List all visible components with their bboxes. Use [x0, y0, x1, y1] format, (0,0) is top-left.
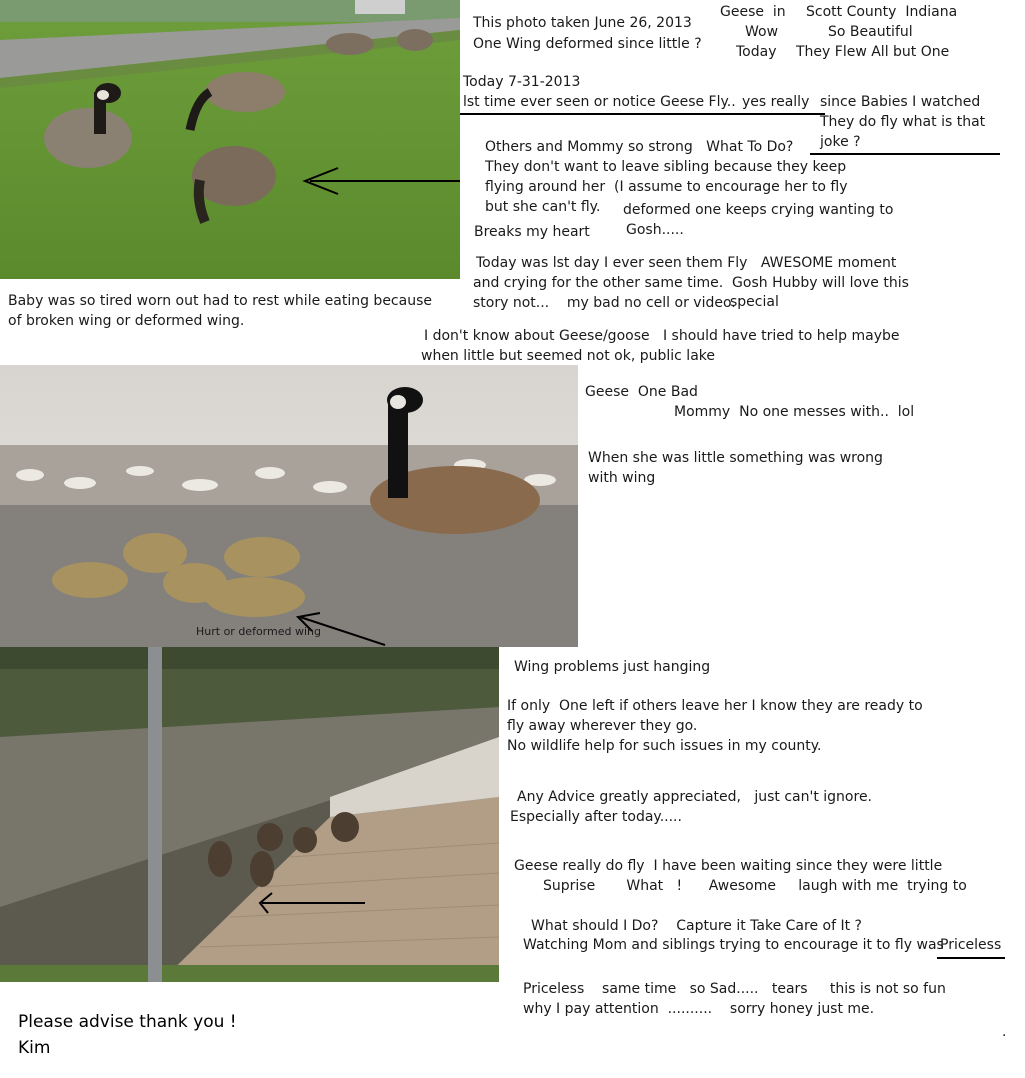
note-especially: Especially after today..... [510, 809, 682, 825]
note-surprise: Suprise What ! Awesome laugh with me trying to [543, 878, 967, 894]
note-what-should: What should I Do? Capture it Take Care of It ? [531, 918, 862, 934]
story-dont-know: I don't know about Geese/goose I should have tried to help maybe [424, 328, 900, 344]
story-dont-leave: They don't want to leave sibling because they keep [485, 159, 847, 175]
note-since-babies: since Babies I watched [820, 94, 981, 110]
note-dot: . [1002, 1024, 1007, 1040]
note-first-time: lst time ever seen or notice Geese Fly.. [463, 94, 736, 110]
note-today: Today [736, 44, 777, 60]
story-others-strong: Others and Mommy so strong What To Do? [485, 139, 794, 155]
story-breaks-heart: Breaks my heart [474, 224, 590, 240]
photo-mother-and-goslings [0, 365, 578, 647]
note-today-date: Today 7-31-2013 [463, 74, 581, 90]
note-yes-really: yes really [742, 94, 810, 110]
story-when-little: when little but seemed not ok, public lake [421, 348, 715, 364]
photo-label-hurt-wing: Hurt or deformed wing [196, 625, 321, 638]
note-geese-really: Geese really do fly I have been waiting since they were little [514, 858, 943, 874]
photo-geese-by-lake [0, 647, 499, 982]
signature-name: Kim [18, 1038, 51, 1058]
note-why-pay: why I pay attention .......... sorry honey just me. [523, 1001, 875, 1017]
caption-tired-line2: of broken wing or deformed wing. [8, 313, 245, 329]
note-wing-problems: Wing problems just hanging [514, 659, 711, 675]
note-mommy: Mommy No one messes with.. lol [674, 404, 915, 420]
note-date-taken: This photo taken June 26, 2013 [473, 15, 692, 31]
note-wow: Wow [745, 24, 779, 40]
story-crying-for-other: and crying for the other same time. Gosh Hubby will love this [473, 275, 909, 291]
note-fly-away: fly away wherever they go. [507, 718, 698, 734]
note-watching: Watching Mom and siblings trying to encourage it to fly was [523, 937, 944, 953]
note-joke: joke ? [820, 134, 861, 150]
story-special: special [730, 294, 779, 310]
story-gosh: Gosh..... [626, 222, 684, 238]
underline-priceless [937, 957, 1005, 959]
note-geese-in: Geese in [720, 4, 786, 20]
note-advice: Any Advice greatly appreciated, just can't ignore. [517, 789, 873, 805]
story-first-day: Today was lst day I ever seen them Fly AWESOME moment [476, 255, 897, 271]
note-deformed-since: One Wing deformed since little ? [473, 36, 702, 52]
story-cant-fly: but she can't fly. [485, 199, 601, 215]
note-priceless-word: Priceless [940, 937, 1002, 953]
underline-joke [810, 153, 1000, 155]
note-with-wing: with wing [588, 470, 656, 486]
note-priceless-line: Priceless same time so Sad..... tears this is not so fun [523, 981, 946, 997]
note-location: Scott County Indiana [806, 4, 958, 20]
story-crying: deformed one keeps crying wanting to [623, 202, 894, 218]
photo-geese-on-grass [0, 0, 460, 279]
story-story-not: story not... my bad no cell or video. [473, 295, 736, 311]
caption-tired-line1: Baby was so tired worn out had to rest while eating because [8, 293, 432, 309]
note-they-do-fly: They do fly what is that [820, 114, 986, 130]
underline-first-time [460, 113, 825, 115]
note-no-wildlife: No wildlife help for such issues in my county. [507, 738, 822, 754]
note-when-she-was: When she was little something was wrong [588, 450, 883, 466]
signature-please-advise: Please advise thank you ! [18, 1012, 237, 1032]
note-geese-one-bad: Geese One Bad [585, 384, 698, 400]
note-flew-all-but-one: They Flew All but One [796, 44, 950, 60]
note-if-only: If only One left if others leave her I know they are ready to [507, 698, 923, 714]
story-flying-around: flying around her (I assume to encourage her to fly [485, 179, 848, 195]
note-so-beautiful: So Beautiful [828, 24, 913, 40]
